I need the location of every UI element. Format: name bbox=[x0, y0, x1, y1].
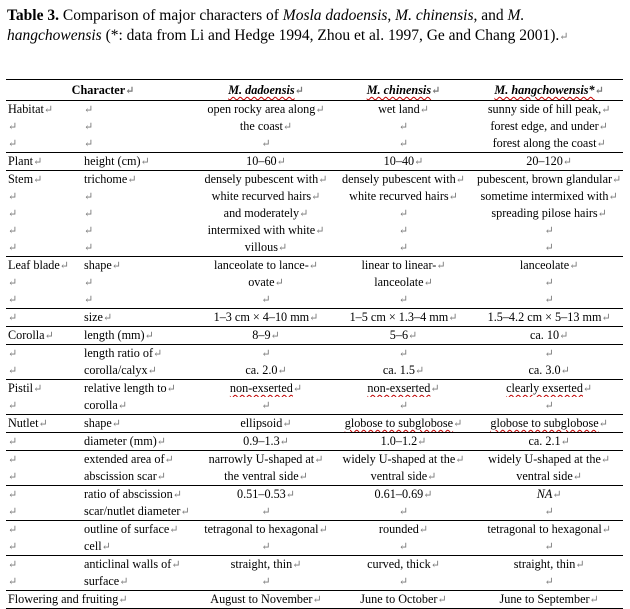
character-label: corolla/calyx↵ bbox=[84, 363, 157, 377]
value-cell-3: 20–120↵ bbox=[475, 153, 623, 171]
header-character: Character↵ bbox=[6, 80, 200, 101]
table-row bbox=[6, 222, 623, 239]
value-cell-3: clearly exserted↵ bbox=[475, 380, 623, 398]
caption-label: Table 3. bbox=[7, 7, 59, 24]
row-group-label: ↵ bbox=[6, 345, 82, 363]
value-cell-2: ventral side↵ bbox=[370, 469, 437, 483]
row-group-label: ↵ bbox=[6, 486, 82, 504]
value-cell-1: ca. 2.0↵ bbox=[245, 363, 287, 377]
value-cell-3: ↵ bbox=[544, 541, 554, 553]
paragraph-mark: ↵ bbox=[559, 31, 569, 43]
character-label: extended area of↵ bbox=[82, 451, 200, 469]
value-cell-3: ca. 3.0↵ bbox=[528, 363, 570, 377]
row-group-label: Pistil↵ bbox=[6, 380, 82, 398]
table-row bbox=[6, 397, 623, 415]
character-label: outline of surface↵ bbox=[82, 521, 200, 539]
value-cell-3: forest edge, and under↵ bbox=[490, 119, 608, 133]
value-cell-3: ↵ bbox=[544, 277, 554, 289]
value-cell-3: forest along the coast↵ bbox=[492, 136, 606, 150]
value-cell-1: densely pubescent with↵ bbox=[200, 171, 332, 189]
value-cell-3: spreading pilose hairs↵ bbox=[491, 206, 607, 220]
row-group-label: ↵ bbox=[8, 365, 18, 377]
row-group-label: Habitat↵ bbox=[8, 102, 54, 116]
value-cell-1: white recurved hairs↵ bbox=[211, 189, 321, 203]
value-cell-3: ventral side↵ bbox=[516, 469, 582, 483]
value-cell-3: 1.5–4.2 cm × 5–13 mm↵ bbox=[475, 309, 623, 327]
character-label: ↵ bbox=[84, 191, 94, 203]
caption-text-d: (*: data from Li and Hedge 1994, Zhou et al. 1997, Ge and Chang 2001). bbox=[101, 27, 560, 44]
value-cell-3: pubescent, brown glandular↵ bbox=[477, 172, 622, 186]
comparison-table bbox=[6, 79, 623, 609]
row-group-label: Plant↵ bbox=[6, 153, 82, 171]
character-label: corolla↵ bbox=[84, 398, 128, 412]
row-group-label: ↵ bbox=[8, 121, 18, 133]
value-cell-2: ↵ bbox=[398, 576, 409, 588]
value-cell-2: non-exserted↵ bbox=[332, 380, 475, 398]
character-label: ↵ bbox=[84, 121, 94, 133]
row-group-label: ↵ bbox=[8, 277, 18, 289]
value-cell-3: ↵ bbox=[475, 345, 623, 363]
value-cell-1: 10–60↵ bbox=[200, 153, 332, 171]
row-group-label: Flowering and fruiting↵ bbox=[6, 591, 200, 609]
value-cell-3: sunny side of hill peak,↵ bbox=[487, 102, 611, 116]
value-cell-2: curved, thick↵ bbox=[332, 556, 475, 574]
value-cell-1: narrowly U-shaped at↵ bbox=[200, 451, 332, 469]
character-label: ↵ bbox=[84, 104, 94, 116]
character-label: anticlinal walls of↵ bbox=[82, 556, 200, 574]
row-group-label: ↵ bbox=[6, 309, 82, 327]
character-label: length (mm)↵ bbox=[82, 327, 200, 345]
value-cell-2: wet land↵ bbox=[378, 102, 429, 116]
table-body bbox=[6, 101, 623, 609]
value-cell-1: August to November↵ bbox=[200, 591, 332, 609]
value-cell-3: June to September↵ bbox=[475, 591, 623, 609]
value-cell-1: ↵ bbox=[261, 294, 271, 306]
row-group-label: ↵ bbox=[8, 471, 18, 483]
value-cell-1: ↵ bbox=[261, 138, 271, 150]
table-header-row bbox=[6, 80, 623, 101]
value-cell-1: ovate↵ bbox=[248, 275, 284, 289]
value-cell-2: June to October↵ bbox=[332, 591, 475, 609]
character-label: length ratio of↵ bbox=[82, 345, 200, 363]
table-row bbox=[6, 521, 623, 539]
table-row bbox=[6, 274, 623, 291]
value-cell-3: tetragonal to hexagonal↵ bbox=[475, 521, 623, 539]
value-cell-1: 0.51–0.53↵ bbox=[200, 486, 332, 504]
value-cell-2: rounded↵ bbox=[332, 521, 475, 539]
caption-species-2: M. chinensis bbox=[395, 7, 474, 24]
value-cell-3: sometime intermixed with↵ bbox=[480, 189, 618, 203]
value-cell-2: ↵ bbox=[398, 225, 409, 237]
value-cell-1: 8–9↵ bbox=[200, 327, 332, 345]
value-cell-1: ↵ bbox=[261, 576, 271, 588]
character-label: ↵ bbox=[84, 138, 94, 150]
value-cell-2: white recurved hairs↵ bbox=[349, 189, 458, 203]
character-label: ↵ bbox=[84, 277, 94, 289]
value-cell-1: and moderately↵ bbox=[223, 206, 309, 220]
value-cell-1: intermixed with white↵ bbox=[207, 223, 325, 237]
row-group-label: ↵ bbox=[8, 294, 18, 306]
table-row bbox=[6, 451, 623, 469]
value-cell-2: ↵ bbox=[398, 506, 409, 518]
character-label: cell↵ bbox=[84, 539, 111, 553]
value-cell-2: ↵ bbox=[398, 121, 409, 133]
row-group-label: ↵ bbox=[6, 433, 82, 451]
value-cell-2: 0.61–0.69↵ bbox=[332, 486, 475, 504]
value-cell-1: straight, thin↵ bbox=[200, 556, 332, 574]
row-group-label: ↵ bbox=[8, 506, 18, 518]
table-row bbox=[6, 538, 623, 556]
row-group-label: Leaf blade↵ bbox=[6, 257, 82, 275]
character-label: ↵ bbox=[84, 208, 94, 220]
value-cell-1: the ventral side↵ bbox=[224, 469, 308, 483]
table-row bbox=[6, 205, 623, 222]
character-label: shape↵ bbox=[82, 415, 200, 433]
value-cell-1: lanceolate to lance-↵ bbox=[200, 257, 332, 275]
row-group-label: ↵ bbox=[8, 242, 18, 254]
value-cell-3: NA↵ bbox=[475, 486, 623, 504]
value-cell-1: the coast↵ bbox=[239, 119, 293, 133]
value-cell-3: ca. 10↵ bbox=[475, 327, 623, 345]
value-cell-2: ca. 1.5↵ bbox=[382, 363, 425, 377]
row-group-label: Nutlet↵ bbox=[6, 415, 82, 433]
table-row bbox=[6, 556, 623, 574]
table-row bbox=[6, 291, 623, 309]
caption-species-1: Mosla dadoensis bbox=[282, 7, 388, 24]
value-cell-1: ellipsoid↵ bbox=[200, 415, 332, 433]
table-row bbox=[6, 591, 623, 609]
table-row bbox=[6, 486, 623, 504]
character-label: ↵ bbox=[84, 242, 94, 254]
caption-text-a: Comparison of major characters of bbox=[58, 7, 283, 24]
character-label: surface↵ bbox=[84, 574, 129, 588]
character-label: diameter (mm)↵ bbox=[82, 433, 200, 451]
value-cell-3: ↵ bbox=[544, 294, 554, 306]
value-cell-1: ↵ bbox=[200, 345, 332, 363]
table-row bbox=[6, 153, 623, 171]
row-group-label: ↵ bbox=[8, 191, 18, 203]
table-row bbox=[6, 433, 623, 451]
table-row bbox=[6, 415, 623, 433]
value-cell-1: tetragonal to hexagonal↵ bbox=[200, 521, 332, 539]
header-col-1: M. dadoensis↵ bbox=[200, 80, 332, 101]
value-cell-1: ↵ bbox=[261, 541, 271, 553]
table-row bbox=[6, 188, 623, 205]
character-label: ratio of abscission↵ bbox=[82, 486, 200, 504]
value-cell-1: open rocky area along↵ bbox=[207, 102, 325, 116]
value-cell-2: 10–40↵ bbox=[332, 153, 475, 171]
row-group-label: ↵ bbox=[6, 556, 82, 574]
table-row bbox=[6, 309, 623, 327]
value-cell-1: non-exserted↵ bbox=[200, 380, 332, 398]
value-cell-1: villous↵ bbox=[244, 240, 288, 254]
value-cell-1: ↵ bbox=[261, 506, 271, 518]
row-group-label: ↵ bbox=[8, 541, 18, 553]
header-col-3: M. hangchowensis*↵ bbox=[475, 80, 623, 101]
table-row bbox=[6, 362, 623, 380]
value-cell-2: 1.0–1.2↵ bbox=[332, 433, 475, 451]
row-group-label: ↵ bbox=[8, 576, 18, 588]
row-group-label: ↵ bbox=[8, 138, 18, 150]
value-cell-3: ↵ bbox=[544, 576, 554, 588]
value-cell-2: lanceolate↵ bbox=[374, 275, 433, 289]
character-label: ↵ bbox=[84, 225, 94, 237]
table-row bbox=[6, 327, 623, 345]
table-row bbox=[6, 573, 623, 591]
table-row bbox=[6, 503, 623, 521]
row-group-label: ↵ bbox=[6, 521, 82, 539]
value-cell-2: ↵ bbox=[398, 208, 409, 220]
character-label: size↵ bbox=[82, 309, 200, 327]
value-cell-2: ↵ bbox=[398, 541, 409, 553]
value-cell-2: ↵ bbox=[398, 138, 409, 150]
row-group-label: ↵ bbox=[8, 225, 18, 237]
character-label: height (cm)↵ bbox=[82, 153, 200, 171]
table-row bbox=[6, 345, 623, 363]
value-cell-1: 1–3 cm × 4–10 mm↵ bbox=[200, 309, 332, 327]
value-cell-2: 5–6↵ bbox=[332, 327, 475, 345]
table-row bbox=[6, 135, 623, 153]
character-label: relative length to↵ bbox=[82, 380, 200, 398]
value-cell-2: 1–5 cm × 1.3–4 mm↵ bbox=[332, 309, 475, 327]
value-cell-3: globose to subglobose↵ bbox=[475, 415, 623, 433]
character-label: shape↵ bbox=[82, 257, 200, 275]
character-label: trichome↵ bbox=[82, 171, 200, 189]
row-group-label: ↵ bbox=[8, 208, 18, 220]
table-row bbox=[6, 171, 623, 189]
table-row bbox=[6, 101, 623, 119]
table-row bbox=[6, 257, 623, 275]
table-row bbox=[6, 468, 623, 486]
row-group-label: Corolla↵ bbox=[6, 327, 82, 345]
value-cell-2: widely U-shaped at the↵ bbox=[332, 451, 475, 469]
value-cell-3: ↵ bbox=[544, 506, 554, 518]
character-label: ↵ bbox=[84, 294, 94, 306]
value-cell-3: widely U-shaped at the↵ bbox=[475, 451, 623, 469]
row-group-label: ↵ bbox=[8, 400, 18, 412]
value-cell-3: ↵ bbox=[544, 225, 554, 237]
value-cell-2: densely pubescent with↵ bbox=[332, 171, 475, 189]
character-label: scar/nutlet diameter↵ bbox=[84, 504, 190, 518]
table-row bbox=[6, 239, 623, 257]
character-label: abscission scar↵ bbox=[84, 469, 166, 483]
header-col-2: M. chinensis↵ bbox=[332, 80, 475, 101]
value-cell-2: ↵ bbox=[398, 400, 409, 412]
table-row bbox=[6, 118, 623, 135]
table-row bbox=[6, 380, 623, 398]
value-cell-3: ↵ bbox=[544, 242, 554, 254]
row-group-label: Stem↵ bbox=[6, 171, 82, 189]
caption-text-c: , and bbox=[473, 7, 508, 24]
value-cell-2: linear to linear-↵ bbox=[332, 257, 475, 275]
value-cell-3: ↵ bbox=[544, 400, 554, 412]
row-group-label: ↵ bbox=[6, 451, 82, 469]
caption-text-b: , bbox=[387, 7, 396, 24]
value-cell-2: ↵ bbox=[398, 294, 409, 306]
value-cell-3: lanceolate↵ bbox=[475, 257, 623, 275]
value-cell-2: ↵ bbox=[398, 242, 409, 254]
caption-species-3: M. hangchowensis bbox=[7, 7, 525, 44]
value-cell-1: 0.9–1.3↵ bbox=[200, 433, 332, 451]
value-cell-1: ↵ bbox=[261, 400, 271, 412]
table-caption bbox=[7, 6, 607, 47]
value-cell-3: ca. 2.1↵ bbox=[475, 433, 623, 451]
value-cell-3: straight, thin↵ bbox=[475, 556, 623, 574]
value-cell-2: ↵ bbox=[332, 345, 475, 363]
value-cell-2: globose to subglobose↵ bbox=[332, 415, 475, 433]
